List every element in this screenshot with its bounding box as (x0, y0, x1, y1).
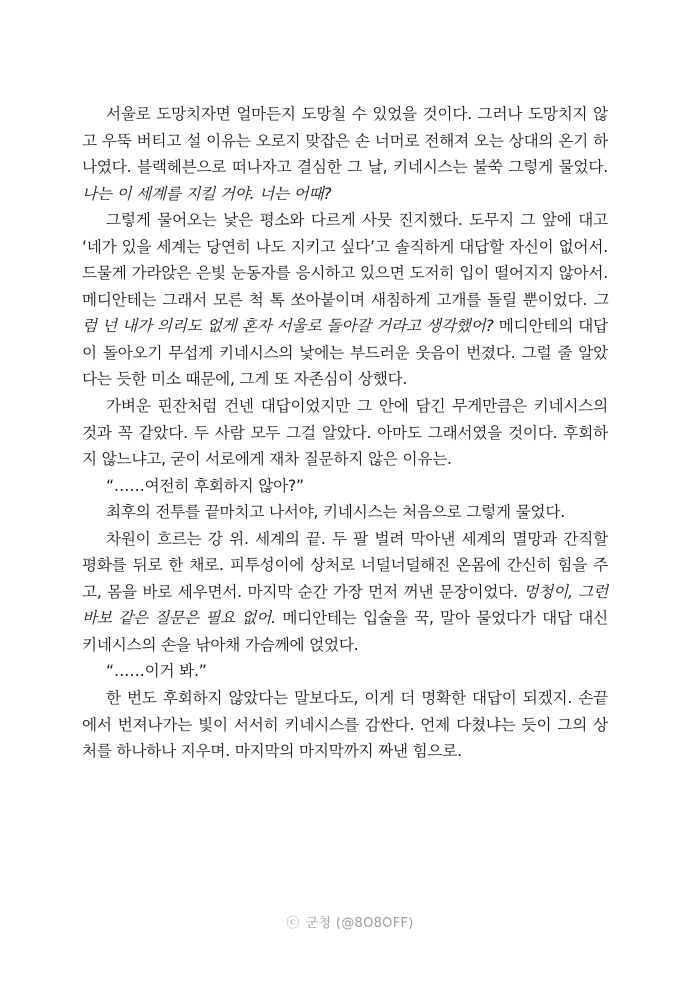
text-segment: 서울로 도망치자면 얼마든지 도망칠 수 있었을 것이다. 그러나 도망치지 않고 우뚝 버티고 설 이유는 오로지 맞잡은 손 너머로 전해져 오는 상대의 온기 하나였다. 블랙헤븐으로 떠나자고 결심한 그 날, 키네시스는 불쑥 그렇게 물었다. (82, 105, 608, 177)
text-segment: 최후의 전투를 끝마치고 나서야, 키네시스는 처음으로 그렇게 물었다. (106, 503, 565, 522)
text-segment: 가벼운 핀잔처럼 건넨 대답이었지만 그 안에 담긴 무게만큼은 키네시스의 것과 꼭 같았다. 두 사람 모두 그걸 알았다. 아마도 그래서였을 것이다. 후회하지 않느냐고, 굳이 서로에게 재차 질문하지 않은 이유는. (82, 397, 608, 469)
italic-quote: 멍청이, 그런 바보 같은 질문은 필요 없어. (82, 582, 608, 628)
paragraph (82, 473, 608, 500)
paragraph (82, 658, 608, 685)
text-segment: 차원이 흐르는 강 위. 세계의 끝. 두 팔 벌려 막아낸 세계의 멸망과 간직할 평화를 뒤로 한 채로. 피투성이에 상처로 너덜너덜해진 온몸에 간신히 힘을 주고, 몸을 바로 세우면서. 마지막 순간 가장 먼저 꺼낸 문장이었다. (82, 529, 608, 601)
text-segment: “……여전히 후회하지 않아?” (106, 476, 304, 495)
paragraph (82, 207, 608, 393)
paragraph (82, 101, 608, 207)
italic-quote: 그럼 넌 내가 의리도 없게 혼자 서울로 돌아갈 거라고 생각했어? (82, 290, 608, 336)
text-segment: 메디안테의 대답이 돌아오기 무섭게 키네시스의 낯에는 부드러운 웃음이 번졌다. 그럴 줄 알았다는 듯한 미소 때문에, 그게 또 자존심이 상했다. (82, 317, 608, 389)
text-segment: “……이거 봐.” (106, 662, 207, 681)
text-segment: 메디안테는 입술을 꾹, 말아 물었다가 대답 대신 키네시스의 손을 낚아채 가슴께에 얹었다. (82, 609, 608, 654)
paragraph (82, 393, 608, 473)
author-credit: 군청 (@8O8OFF) (305, 916, 414, 931)
copyright-footer (0, 912, 700, 931)
paragraph (82, 499, 608, 526)
italic-quote: 나는 이 세계를 지킬 거야. 너는 어때? (82, 184, 332, 203)
copyright-icon: ⓒ (286, 916, 300, 931)
story-body (82, 101, 608, 765)
paragraph (82, 526, 608, 659)
text-segment: 그렇게 물어오는 낯은 평소와 다르게 사뭇 진지했다. 도무지 그 앞에 대고 ‘네가 있을 세계는 당연히 나도 지키고 싶다’고 솔직하게 대답할 자신이 없어서. 드물게 가라앉은 은빛 눈동자를 응시하고 있으면 도저히 입이 떨어지지 않아서. 메디안테는 그래서 모른 척 톡 쏘아붙이며 새침하게 고개를 돌릴 뿐이었다. (82, 211, 608, 309)
text-segment: 한 번도 후회하지 않았다는 말보다도, 이게 더 명확한 대답이 되겠지. 손끝에서 번져나가는 빛이 서서히 키네시스를 감싼다. 언제 다쳤냐는 듯이 그의 상처를 하나하나 지우며. 마지막의 마지막까지 짜낸 힘으로. (82, 689, 608, 761)
paragraph (82, 685, 608, 765)
